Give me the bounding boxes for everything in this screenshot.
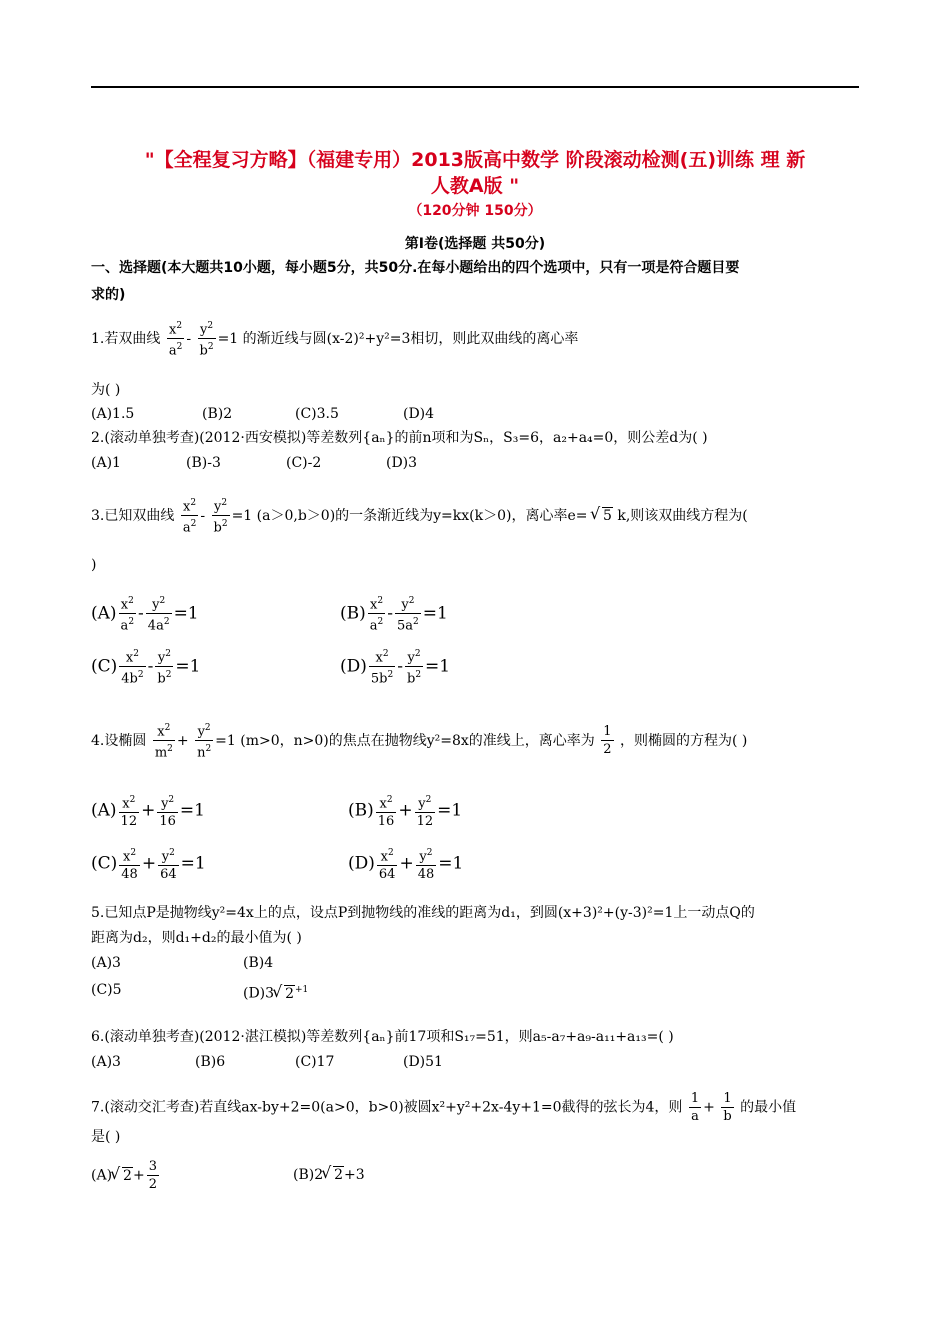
q3-option-a: (A) $\frac{x^2}{a^2}$ - $\frac{y^2}{4a^2}$ =1	[91, 593, 199, 635]
q5-option-b: (B)4	[243, 955, 274, 971]
q1-option-c: (C)3.5	[295, 406, 339, 422]
doc-title-line2: 人教A版 "	[430, 175, 520, 197]
q4-option-c: (C) $\frac{x^2}{48}$ + $\frac{y^2}{64}$ =1	[91, 845, 206, 883]
question-7: 7.(滚动交汇考查)若直线ax-by+2=0(a>0，b>0)被圆x²+y²+2x-4y+1=0截得的弦长为4，则 $\frac{1}{a}$ + $\frac{1}{b}$ 的最小值	[91, 1091, 797, 1124]
q4-fraction-half: $\frac{1}{2}$	[603, 724, 612, 758]
q1-suffix: 的渐近线与圆(x-2)²+y²=3相切，则此双曲线的离心率	[242, 330, 579, 347]
question-4: 4.设椭圆 $\frac{x^2}{m^2}$ + $\frac{y^2}{n^2}$ =1 (m>0，n>0)的焦点在抛物线y²=8x的准线上，离心率为 $\frac{1}{2}$ ，则椭圆的方程为( )	[91, 720, 747, 762]
doc-time-score: （120分钟 150分）	[408, 203, 542, 219]
q4-fraction-x: $\frac{x^2}{m^2}$	[153, 720, 175, 762]
instructions	[91, 255, 859, 309]
q2-option-d: (D)3	[386, 455, 418, 471]
instructions-line2: 求的)	[91, 287, 126, 303]
section-heading: 第Ⅰ卷(选择题 共50分)	[404, 236, 546, 252]
q6-option-c: (C)17	[295, 1054, 335, 1070]
q1-option-a: (A)1.5	[91, 406, 135, 422]
q5-option-d: (D)3√ $2^{+1}$	[243, 980, 308, 1004]
q4-suffix: (m>0，n>0)的焦点在抛物线y²=8x的准线上，离心率为	[240, 732, 595, 749]
q4-tail: ，则椭圆的方程为( )	[620, 732, 748, 749]
q4-fraction-y: $\frac{y^2}{n^2}$	[195, 720, 213, 762]
q3-line2: )	[91, 557, 97, 573]
q3-option-d: (D) $\frac{x^2}{5b^2}$ - $\frac{y^2}{b^2}$ =1	[340, 646, 450, 688]
q5-line2: 距离为d₂，则d₁+d₂的最小值为( )	[91, 930, 302, 946]
q6-option-d: (D)51	[403, 1054, 443, 1070]
q4-option-d: (D) $\frac{x^2}{64}$ + $\frac{y^2}{48}$ =1	[348, 845, 463, 883]
instructions-line1: 一、选择题(本大题共10小题，每小题5分，共50分.在每小题给出的四个选项中，只有一项是符合题目要	[91, 260, 740, 276]
q5-line1: 5.已知点P是抛物线y²=4x上的点，设点P到抛物线的准线的距离为d₁，到圆(x+3)²+(y-3)²=1上一动点Q的	[91, 905, 755, 921]
q7-option-b: (B)2√ 2+3	[293, 1165, 365, 1185]
q3-suffix: (a＞0,b＞0)的一条渐近线为y=kx(k＞0)，离心率e=	[256, 507, 588, 524]
q6-option-b: (B)6	[195, 1054, 226, 1070]
q7-fraction-b: $\frac{1}{b}$	[723, 1091, 732, 1124]
q1-fraction-x: $\frac{x^2}{a^2}$	[167, 318, 185, 360]
question-3: 3.已知双曲线 $\frac{x^2}{a^2}$ - $\frac{y^2}{b^2}$ =1 (a＞0,b＞0)的一条渐近线为y=kx(k＞0)，离心率e= √ 5 k,则该双曲线方程为(	[91, 495, 748, 537]
q3-fraction-x: $\frac{x^2}{a^2}$	[181, 495, 199, 537]
q5-option-c: (C)5	[91, 982, 122, 998]
doc-title-line1: "【全程复习方略】（福建专用）2013版高中数学 阶段滚动检测(五)训练 理 新	[144, 149, 806, 171]
question-6: 6.(滚动单独考查)(2012·湛江模拟)等差数列{aₙ}前17项和S₁₇=51，则a₅-a₇+a₉-a₁₁+a₁₃=( )	[91, 1029, 674, 1045]
q1-option-d: (D)4	[403, 406, 435, 422]
q3-tail: k,则该双曲线方程为(	[617, 507, 748, 524]
question-2: 2.(滚动单独考查)(2012·西安模拟)等差数列{aₙ}的前n项和为Sₙ，S₃=6，a₂+a₄=0，则公差d为( )	[91, 430, 708, 446]
q7-fraction-a: $\frac{1}{a}$	[690, 1091, 700, 1124]
q4-option-b: (B) $\frac{x^2}{16}$ + $\frac{y^2}{12}$ =1	[348, 792, 462, 830]
q6-option-a: (A)3	[91, 1054, 121, 1070]
q7-prefix: 7.(滚动交汇考查)若直线ax-by+2=0(a>0，b>0)被圆x²+y²+2x-4y+1=0截得的弦长为4，则	[91, 1099, 683, 1116]
q1-fraction-y: $\frac{y^2}{b^2}$	[198, 318, 216, 360]
q3-sqrt5: √ 5	[592, 506, 613, 526]
q3-prefix: 3.已知双曲线	[91, 507, 175, 524]
q1-option-b: (B)2	[202, 406, 233, 422]
q2-option-b: (B)-3	[186, 455, 221, 471]
q3-option-b: (B) $\frac{x^2}{a^2}$ - $\frac{y^2}{5a^2}$ =1	[340, 593, 448, 635]
q4-option-a: (A) $\frac{x^2}{12}$ + $\frac{y^2}{16}$ =1	[91, 792, 205, 830]
q4-prefix: 4.设椭圆	[91, 732, 147, 749]
q3-fraction-y: $\frac{y^2}{b^2}$	[212, 495, 230, 537]
q7-option-a: (A)√ 2+ $\frac{3}{2}$	[91, 1158, 161, 1193]
question-1: 1.若双曲线 $\frac{x^2}{a^2}$ - $\frac{y^2}{b^2}$ =1 的渐近线与圆(x-2)²+y²=3相切，则此双曲线的离心率	[91, 318, 578, 360]
q1-prefix: 1.若双曲线	[91, 330, 161, 347]
q7-tail: 的最小值	[740, 1099, 797, 1116]
q7-line2: 是( )	[91, 1129, 121, 1145]
q5-option-a: (A)3	[91, 955, 121, 971]
q1-line2: 为( )	[91, 382, 121, 398]
header-rule	[91, 86, 859, 88]
q2-option-c: (C)-2	[286, 455, 322, 471]
q2-option-a: (A)1	[91, 455, 121, 471]
q3-option-c: (C) $\frac{x^2}{4b^2}$ - $\frac{y^2}{b^2}$ =1	[91, 646, 200, 688]
